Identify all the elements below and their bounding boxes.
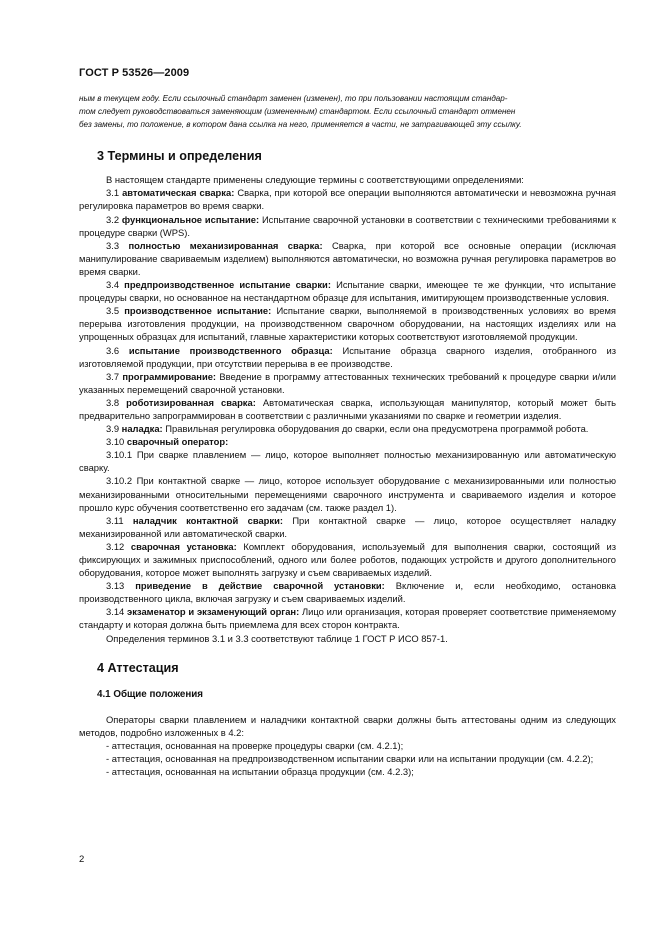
clause-number: 3.12 bbox=[106, 540, 125, 552]
definition-text: - аттестация, основанная на предпроизводственном испытании сварки или на испытании продукции (см. 4.2.2); bbox=[106, 752, 594, 764]
paragraph bbox=[79, 448, 616, 474]
definition-text: При сварке плавлением — лицо, которое выполняет полностью механизированную или автоматическую сварку. bbox=[79, 449, 616, 474]
definition-text: - аттестация, основанная на испытании образца продукции (см. 4.2.3); bbox=[106, 766, 414, 778]
clause-number: 3.13 bbox=[106, 580, 125, 592]
term: наладчик контактной сварки: bbox=[132, 514, 283, 526]
document-header: ГОСТ Р 53526—2009 bbox=[79, 67, 190, 79]
definition-text: Испытание сварочной установки в соответствии с техническими требованиями к процедуре сварки (WPS). bbox=[79, 213, 616, 238]
clause-number: 3.10.2 bbox=[106, 475, 133, 487]
section-4-body bbox=[79, 713, 616, 778]
term: функциональное испытание: bbox=[121, 213, 260, 225]
definition-text: В настоящем стандарте применены следующие термины с соответствующими определениями: bbox=[106, 174, 524, 186]
intro-text bbox=[79, 92, 616, 131]
definition-text: Правильная регулировка оборудования до сварки, если она предусмотрена программой робота. bbox=[165, 423, 589, 435]
definition-text: Комплект оборудования, используемый для выполнения сварки, состоящий из фиксирующих и зажимных приспособлений, одного или более роботов, подающих устройств и другого дополнительного оборудования, которое может выполнять загрузку и съем свариваемых изделий. bbox=[79, 540, 616, 579]
term: наладка: bbox=[121, 423, 163, 435]
paragraph bbox=[79, 213, 616, 239]
term: автоматическая сварка: bbox=[122, 187, 235, 199]
section-3-body bbox=[79, 173, 616, 644]
clause-number: 3.4 bbox=[106, 279, 120, 291]
definition-text: Введение в программу аттестованных технических требований к процедуре сварки и/или указанных перемещений сварочной установки. bbox=[79, 370, 617, 395]
definition-text: Определения терминов 3.1 и 3.3 соответствуют таблице 1 ГОСТ Р ИСО 857-1. bbox=[106, 632, 448, 644]
paragraph bbox=[79, 713, 616, 739]
intro-line: том следует руководствоваться заменяющим (измененным) стандартом. Если ссылочный стандарт отменен bbox=[79, 107, 516, 117]
intro-line: без замены, то положение, в котором дана ссылка на него, применяется в части, не затрагивающей эту ссылку. bbox=[79, 120, 522, 130]
clause-number: 3.10 bbox=[106, 436, 125, 448]
definition-text: При контактной сварке — лицо, которое использует оборудование с механизированными или полностью механизированными относительными перемещениями сварочного инструмента и свариваемого изделия и которое прошло курс обучения соответственно его задачам (см. также раздел 1). bbox=[79, 475, 616, 513]
clause-number: 3.5 bbox=[106, 305, 120, 317]
clause-number: 3.11 bbox=[106, 514, 124, 526]
definition-text: Испытание сварки, имеющее те же функции, что испытание процедуры сварки, но основанное на нестандартном образце для испытания, имитирующем производственные условия. bbox=[79, 279, 617, 304]
paragraph bbox=[79, 370, 616, 396]
paragraph bbox=[79, 186, 616, 212]
clause-number: 3.3 bbox=[106, 239, 120, 251]
definition-text: Испытание сварки, выполняемой в производственных условиях во время перерыва изготовления продукции, на производственном сварочном оборудовании, на настоящих изделиях или на упрощенных образцах для испытаний, главные характеристики которых соответствуют изготовляемой продукции. bbox=[79, 305, 617, 343]
paragraph bbox=[79, 396, 616, 422]
definition-text: Сварка, при которой все основные операции (исключая манипулирование свариваемым изделием) выполняются автоматически, но возможна ручная регулировка параметров во время сварки. bbox=[79, 239, 616, 277]
clause-number: 3.14 bbox=[106, 606, 125, 618]
term: производственное испытание: bbox=[124, 305, 272, 317]
definition-text: Автоматическая сварка, использующая манипулятор, который может быть предварительно запрограммирован в соответствии с различными указаниями по сварке и геометрии изделия. bbox=[79, 396, 617, 421]
definition-text: Испытание образца сварного изделия, отобранного из изготовляемой продукции, при отсутствии перерыва в ее производстве. bbox=[79, 344, 617, 369]
definition-text: - аттестация, основанная на проверке процедуры сварки (см. 4.2.1); bbox=[106, 739, 404, 751]
definition-text: Операторы сварки плавлением и наладчики контактной сварки должны быть аттестованы одним из следующих методов, подробно изложенных в 4.2: bbox=[79, 713, 616, 738]
term: сварочный оператор: bbox=[126, 436, 229, 448]
clause-number: 3.9 bbox=[106, 423, 120, 435]
clause-number: 3.2 bbox=[106, 213, 120, 225]
section-4-title: 4 Аттестация bbox=[97, 660, 179, 675]
clause-number: 3.7 bbox=[106, 370, 120, 382]
paragraph bbox=[79, 605, 616, 631]
paragraph bbox=[79, 304, 616, 343]
paragraph bbox=[79, 422, 616, 435]
clause-number: 3.8 bbox=[106, 396, 120, 408]
paragraph bbox=[79, 579, 616, 605]
definition-text: Лицо или организация, которая проверяет соответствие применяемому стандарту и которая должна быть приемлема для всех сторон контракта. bbox=[79, 606, 616, 631]
term: экзаменатор и экзаменующий орган: bbox=[127, 606, 300, 618]
paragraph bbox=[79, 540, 616, 579]
term: предпроизводственное испытание сварки: bbox=[124, 279, 331, 291]
paragraph bbox=[79, 344, 616, 370]
clause-number: 3.10.1 bbox=[106, 449, 133, 461]
term: полностью механизированная сварка: bbox=[128, 239, 323, 251]
clause-number: 3.1 bbox=[106, 187, 120, 199]
paragraph bbox=[79, 435, 616, 448]
paragraph bbox=[79, 765, 616, 778]
definition-text: Включение и, если необходимо, остановка производственного цикла, включая загрузку и съем свариваемых изделий. bbox=[79, 580, 617, 605]
definition-text: Сварка, при которой все операции выполняются автоматически и невозможна ручная регулировка параметров во время сварки. bbox=[79, 187, 617, 212]
paragraph bbox=[79, 514, 616, 540]
paragraph bbox=[79, 752, 616, 765]
paragraph bbox=[79, 474, 616, 513]
intro-line: ным в текущем году. Если ссылочный стандарт заменен (изменен), то при пользовании настоящим стандар- bbox=[79, 94, 508, 103]
term: сварочная установка: bbox=[130, 540, 237, 552]
paragraph bbox=[79, 739, 616, 752]
page-content bbox=[79, 92, 616, 778]
term: испытание производственного образца: bbox=[128, 344, 333, 356]
definition-text: При контактной сварке — лицо, которое осуществляет наладку механизированной или автоматической сварки. bbox=[79, 514, 617, 539]
paragraph bbox=[79, 173, 616, 186]
term: роботизированная сварка: bbox=[126, 396, 256, 408]
term: программирование: bbox=[122, 370, 217, 382]
subsection-4-1-title: 4.1 Общие положения bbox=[97, 688, 204, 700]
clause-number: 3.6 bbox=[106, 344, 120, 356]
paragraph bbox=[79, 239, 616, 278]
section-3-title: 3 Термины и определения bbox=[97, 149, 262, 164]
paragraph bbox=[79, 632, 616, 645]
paragraph bbox=[79, 278, 616, 304]
page-number: 2 bbox=[79, 854, 85, 865]
term: приведение в действие сварочной установки: bbox=[135, 580, 385, 592]
